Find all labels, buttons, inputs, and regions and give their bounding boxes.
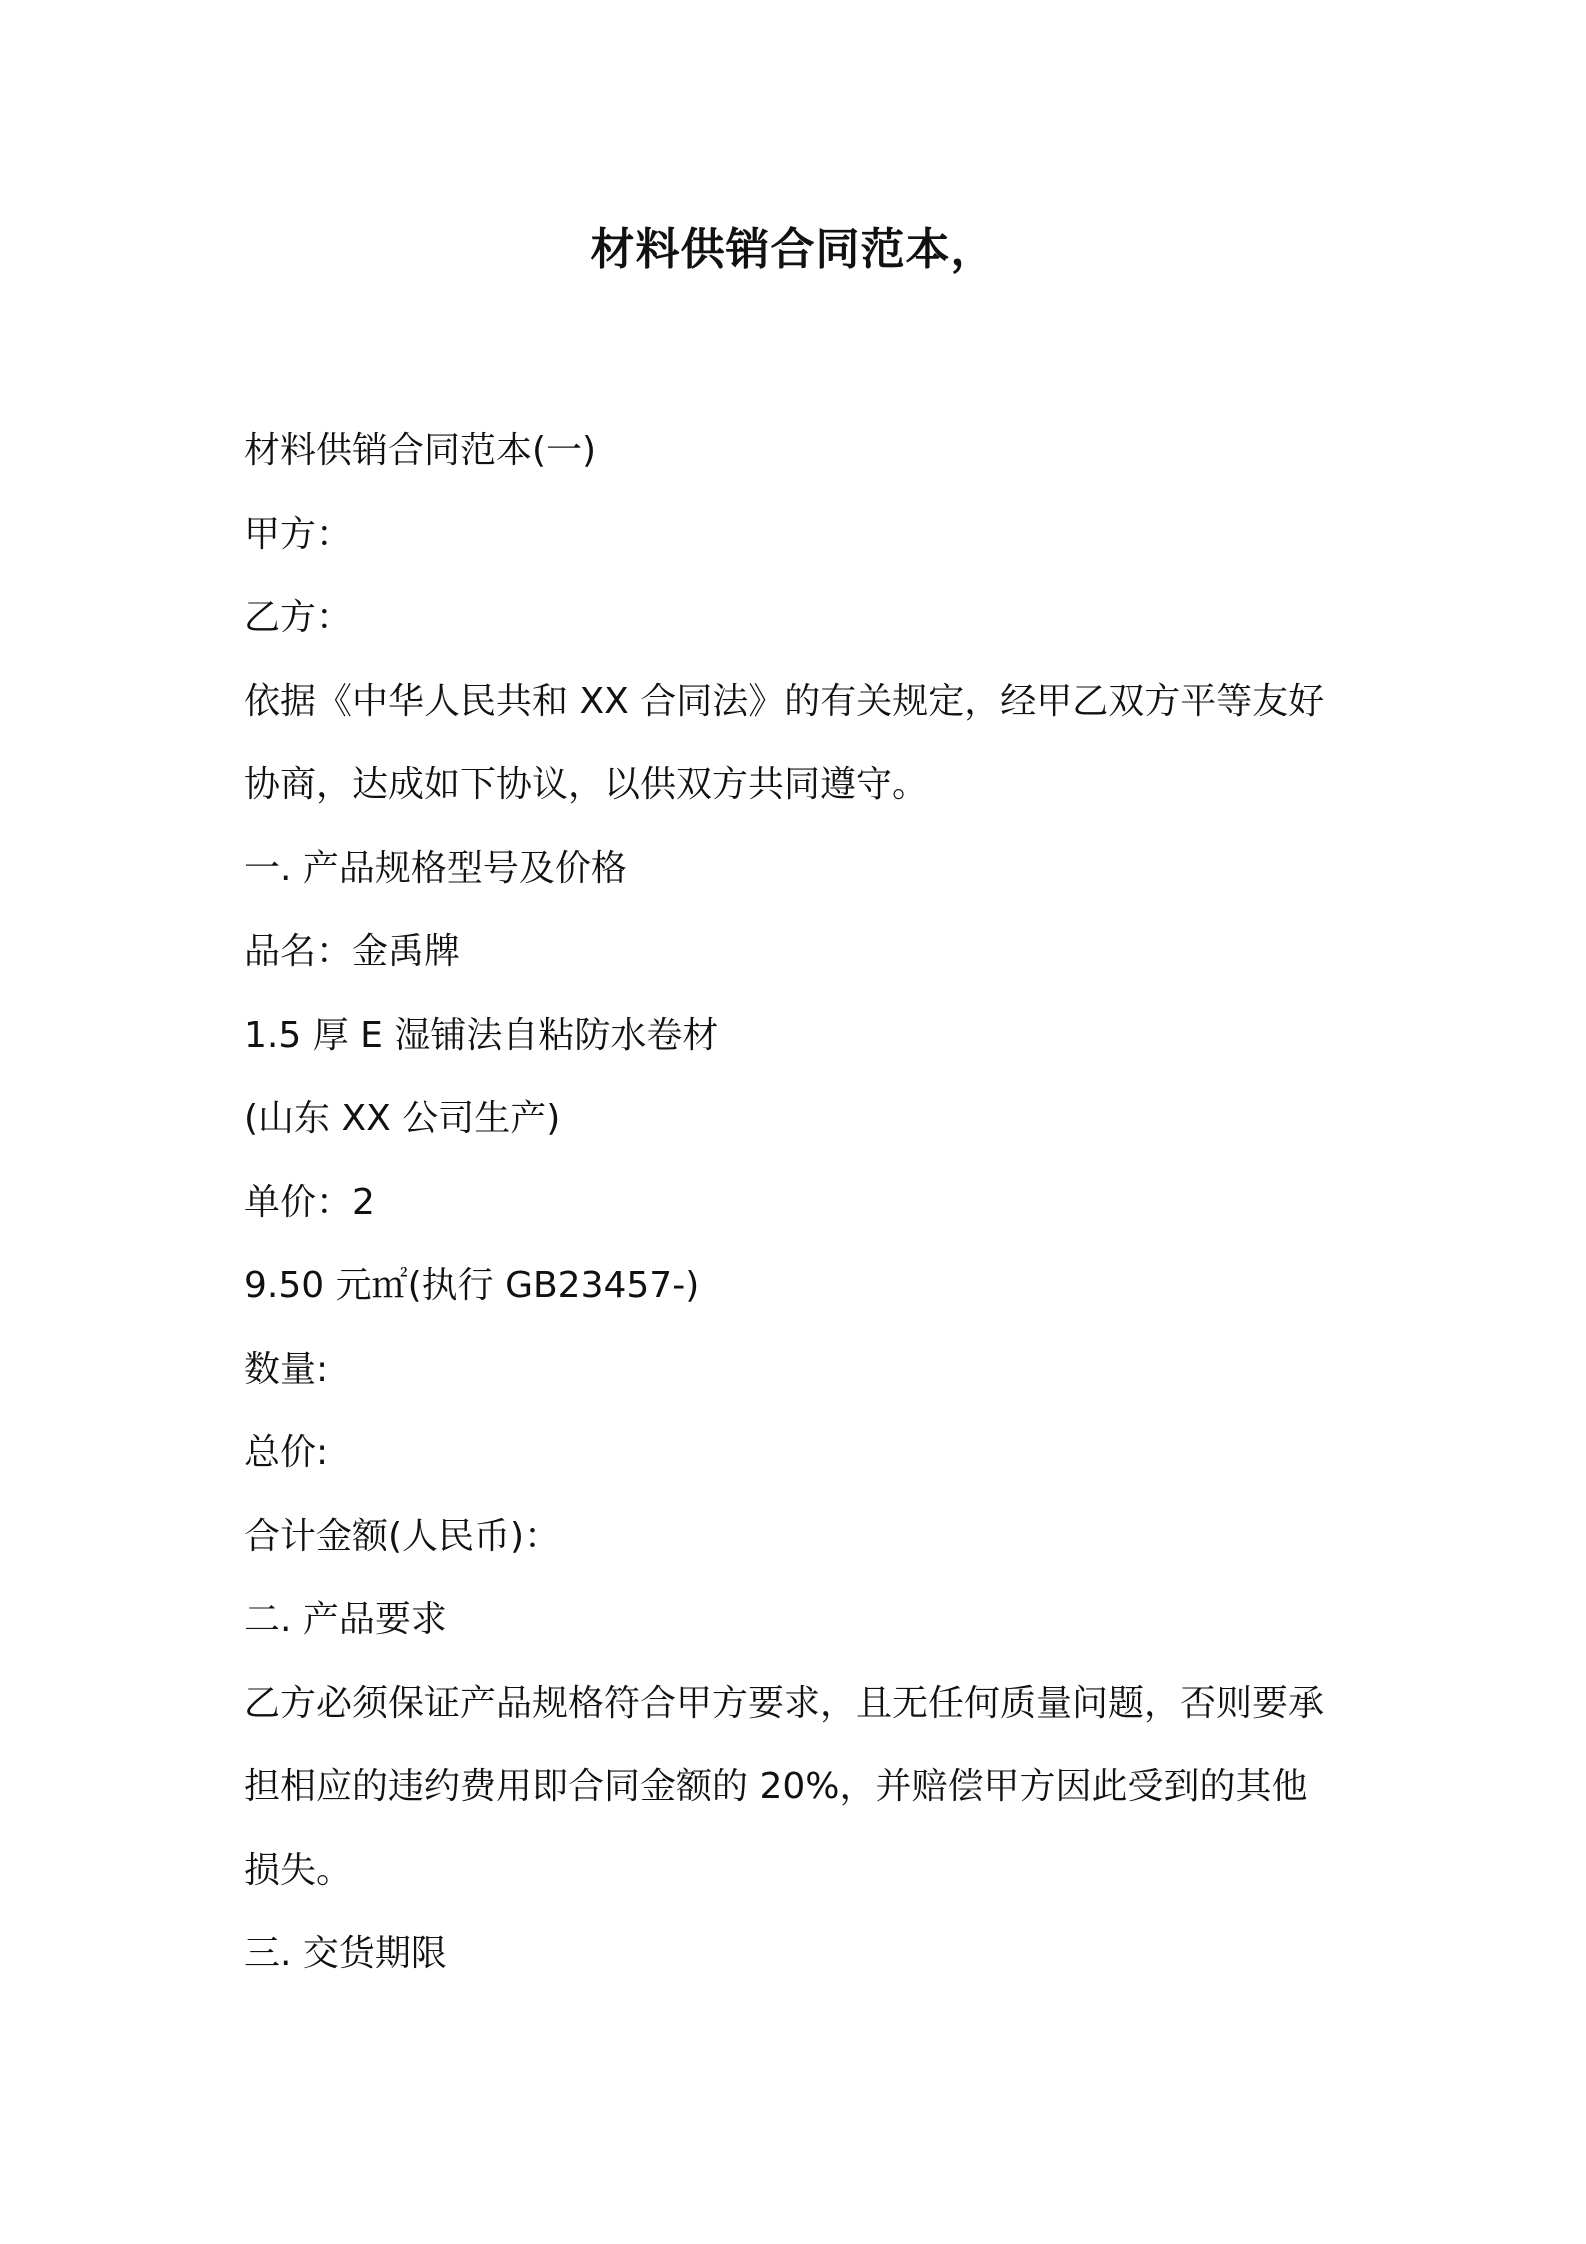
party-a-label: 甲方：: [244, 513, 353, 555]
product-manufacturer: (山东 XX 公司生产): [244, 1098, 561, 1139]
product-spec: 1.5 厚 E 湿铺法自粘防水卷材: [244, 1014, 719, 1056]
requirement-line-3: 损失。: [244, 1849, 353, 1891]
requirement-line-1: 乙方必须保证产品规格符合甲方要求，且无任何质量问题，否则要承: [244, 1682, 1325, 1724]
contract-subtitle: 材料供销合同范本(一): [244, 430, 597, 471]
unit-price-label: 单价：2: [244, 1181, 375, 1223]
section-2-heading: 二. 产品要求: [244, 1599, 447, 1640]
requirement-line-2: 担相应的违约费用即合同金额的 20%，并赔偿甲方因此受到的其他: [244, 1766, 1308, 1807]
preamble-line-1: 依据《中华人民共和 XX 合同法》的有关规定，经甲乙双方平等友好: [244, 680, 1325, 722]
total-price-label: 总价:: [244, 1432, 329, 1473]
section-3-heading: 三. 交货期限: [244, 1933, 447, 1974]
quantity-label: 数量:: [244, 1348, 329, 1390]
section-1-heading: 一. 产品规格型号及价格: [244, 847, 627, 889]
preamble-line-2: 协商，达成如下协议，以供双方共同遵守。: [244, 764, 929, 805]
product-name: 品名：金禹牌: [244, 931, 461, 972]
party-b-label: 乙方：: [244, 597, 353, 638]
unit-price-value: 9.50 元㎡(执行 GB23457-): [244, 1265, 700, 1306]
document-title: 材料供销合同范本，: [590, 224, 996, 275]
total-amount-label: 合计金额(人民币)：: [244, 1515, 561, 1557]
document-body: [244, 409, 1354, 1996]
